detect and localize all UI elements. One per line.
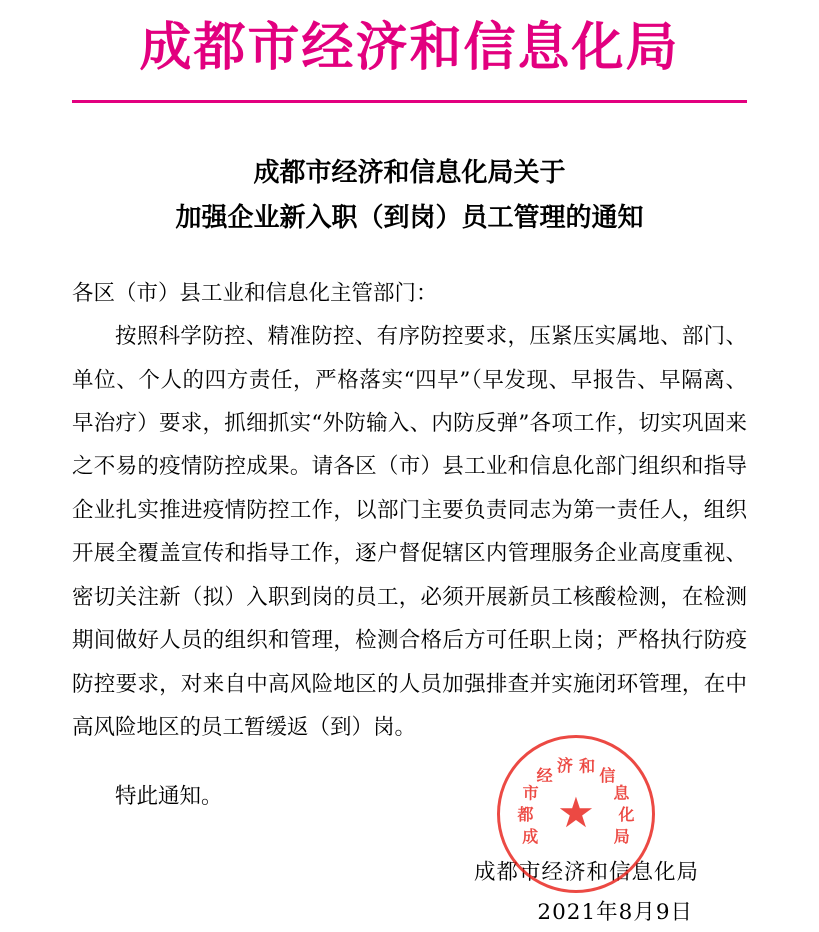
letterhead bbox=[72, 0, 747, 103]
document-title-line-1: 成都市经济和信息化局关于 bbox=[253, 157, 566, 188]
letterhead-org-name: 成都市经济和信息化局 bbox=[139, 17, 680, 78]
signature-date: 2021年8月9日 bbox=[537, 899, 693, 925]
seal-star-icon: ★ bbox=[557, 791, 595, 837]
document-title bbox=[72, 151, 747, 242]
body-paragraph-1: 按照科学防控、精准防控、有序防控要求，压紧压实属地、部门、单位、个人的四方责任，严格落实“四早”（早发现、早报告、早隔离、早治疗）要求，抓细抓实“外防输入、内防反弹”各项工作，切实巩固来之不易的疫情防控成果。请各区（市）县工业和信息化部门组织和指导企业扎实推进疫情防控工作，以部门主要负责同志为第一责任人，组织开展全覆盖宣传和指导工作，逐户督促辖区内管理服务企业高度重视、密切关注新（拟）入职到岗的员工，必须开展新员工核酸检测，在检测期间做好人员的组织和管理，检测合格后方可任职上岗；严格执行防疫防控要求，对来自中高风险地区的人员加强排查并实施闭环管理，在中高风险地区的员工暂缓返（到）岗。 bbox=[72, 324, 747, 741]
salutation: 各区（市）县工业和信息化主管部门： bbox=[72, 280, 438, 306]
document-title-line-2: 加强企业新入职（到岗）员工管理的通知 bbox=[175, 203, 644, 234]
seal-arc-text: 成 都 市 经 济 和 信 息 化 局 bbox=[517, 756, 635, 846]
signature-block bbox=[72, 853, 747, 932]
letterhead-divider bbox=[72, 100, 747, 103]
closing-statement: 特此通知。 bbox=[115, 784, 223, 810]
signature-organization: 成都市经济和信息化局 bbox=[473, 859, 699, 885]
document-body bbox=[72, 272, 747, 819]
